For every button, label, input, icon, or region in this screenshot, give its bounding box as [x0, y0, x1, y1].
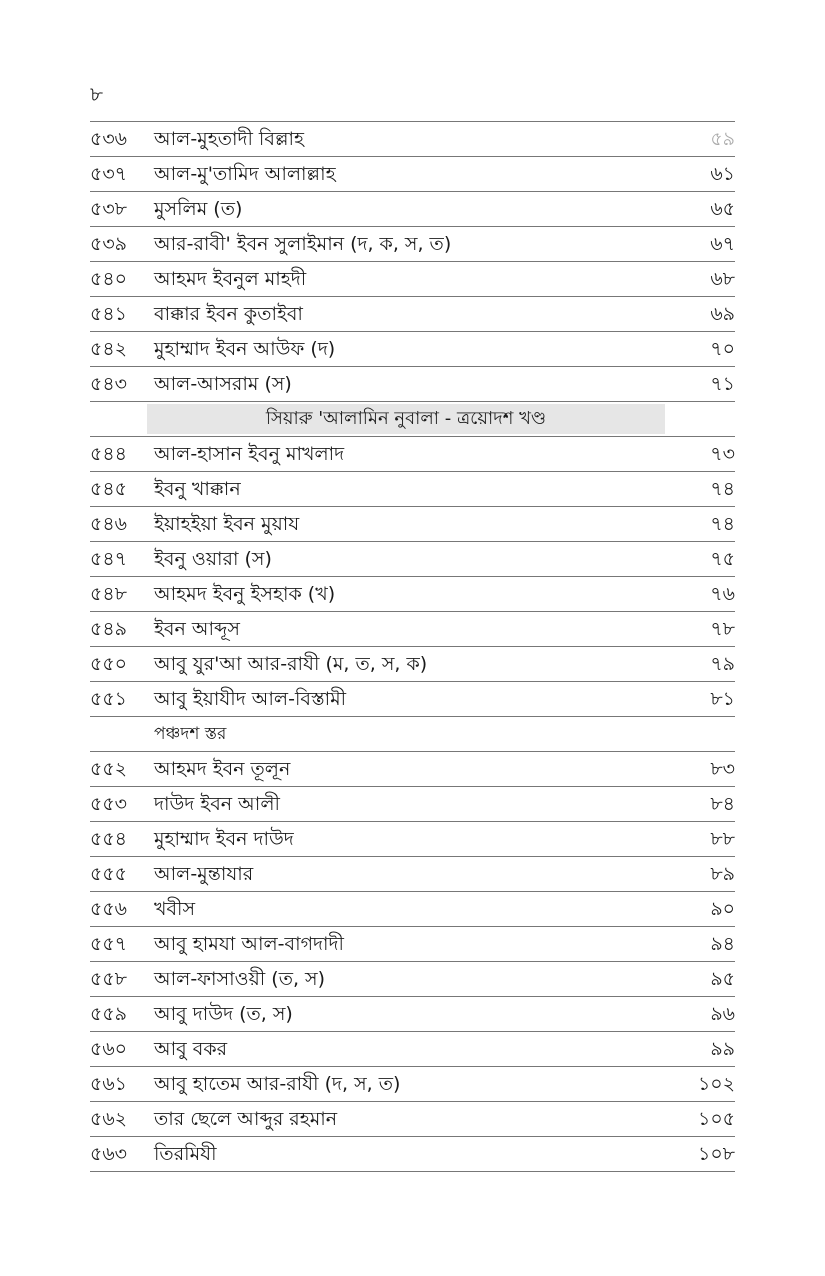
entry-title: ইবন আব্দূস — [154, 618, 240, 640]
entry-number: ৫৬০ — [90, 1038, 128, 1060]
toc-row — [90, 1032, 735, 1067]
toc-row — [90, 577, 735, 612]
entry-title: তার ছেলে আব্দুর রহমান — [154, 1108, 338, 1130]
section-heading: সিয়ারু 'আলামিন নুবালা - ত্রয়োদশ খণ্ড — [147, 404, 665, 434]
entry-page: ৬৯ — [710, 303, 735, 325]
subheading-row — [90, 717, 735, 752]
toc-row — [90, 297, 735, 332]
entry-page: ৭৮ — [710, 618, 735, 640]
toc-row — [90, 892, 735, 927]
toc-row — [90, 1102, 735, 1137]
entry-title: আর-রাবী' ইবন সুলাইমান (দ, ক, স, ত) — [154, 233, 452, 255]
entry-title: আহমদ ইবনু ইসহাক (খ) — [154, 583, 336, 605]
toc-row — [90, 507, 735, 542]
entry-number: ৫৩৭ — [90, 163, 128, 185]
toc-row — [90, 1137, 735, 1172]
entry-title: মুহাম্মাদ ইবন আউফ (দ) — [154, 338, 336, 360]
page-number: ৮ — [90, 82, 103, 106]
entry-page: ৯০ — [710, 898, 735, 920]
entry-page: ৯৫ — [710, 968, 735, 990]
entry-title: আল-হাসান ইবনু মাখলাদ — [154, 443, 345, 465]
entry-title: আল-মুহতাদী বিল্লাহ — [154, 128, 304, 150]
section-heading-row — [90, 402, 735, 437]
entry-title: ইয়াহইয়া ইবন মুয়ায — [154, 513, 300, 535]
toc-row — [90, 192, 735, 227]
entry-title: আহমদ ইবনুল মাহদী — [154, 268, 307, 290]
toc-row — [90, 612, 735, 647]
entry-page: ৬৮ — [710, 268, 735, 290]
subheading: পঞ্চদশ স্তর — [154, 724, 227, 744]
entry-number: ৫৪৫ — [90, 478, 127, 500]
entry-page: ৮১ — [710, 688, 735, 710]
toc-row — [90, 472, 735, 507]
toc-row — [90, 227, 735, 262]
entry-title: ইবনু খাক্কান — [154, 478, 241, 500]
entry-page: ৭৪ — [710, 478, 735, 500]
entry-number: ৫৪২ — [90, 338, 128, 360]
toc-row — [90, 157, 735, 192]
entry-number: ৫৫৬ — [90, 898, 128, 920]
entry-page: ৯৬ — [710, 1003, 735, 1025]
entry-page: ৮৮ — [710, 828, 735, 850]
toc-row — [90, 857, 735, 892]
entry-title: আল-আসরাম (স) — [154, 373, 292, 395]
entry-page: ৭৯ — [710, 653, 735, 675]
entry-page: ৮৩ — [710, 758, 735, 780]
entry-page: ১০৫ — [697, 1108, 735, 1130]
entry-number: ৫৫৮ — [90, 968, 127, 990]
toc-row — [90, 437, 735, 472]
entry-number: ৫৪৭ — [90, 548, 128, 570]
entry-number: ৫৫৫ — [90, 863, 127, 885]
entry-number: ৫৫৩ — [90, 793, 128, 815]
entry-title: আবু যুর'আ আর-রাযী (ম, ত, স, ক) — [154, 653, 428, 675]
toc-row — [90, 822, 735, 857]
entry-title: আল-মু'তামিদ আলাল্লাহ — [154, 163, 336, 185]
toc-row — [90, 542, 735, 577]
entry-number: ৫৫১ — [90, 688, 127, 710]
entry-number: ৫৬৩ — [90, 1143, 128, 1165]
table-of-contents — [90, 121, 735, 1172]
entry-page: ৯৯ — [710, 1038, 735, 1060]
entry-number: ৫৫০ — [90, 653, 128, 675]
entry-title: আবু বকর — [154, 1038, 228, 1060]
entry-page: ৭০ — [710, 338, 735, 360]
entry-number: ৫৪৪ — [90, 443, 127, 465]
entry-number: ৫৪১ — [90, 303, 127, 325]
entry-title: আল-মুন্তাযার — [154, 863, 254, 885]
entry-page: ৭৫ — [710, 548, 735, 570]
toc-row — [90, 682, 735, 717]
entry-title: আবু হামযা আল-বাগদাদী — [154, 933, 344, 955]
entry-number: ৫৪৬ — [90, 513, 128, 535]
entry-page: ৯৪ — [710, 933, 735, 955]
toc-row — [90, 1067, 735, 1102]
entry-number: ৫৪৩ — [90, 373, 128, 395]
entry-number: ৫৬১ — [90, 1073, 128, 1095]
toc-row — [90, 647, 735, 682]
entry-title: আবু দাউদ (ত, স) — [154, 1003, 293, 1025]
entry-number: ৫৫৭ — [90, 933, 128, 955]
toc-row — [90, 752, 735, 787]
entry-number: ৫৫৪ — [90, 828, 127, 850]
entry-number: ৫৪৯ — [90, 618, 127, 640]
entry-title: আল-ফাসাওয়ী (ত, স) — [154, 968, 325, 990]
toc-row — [90, 997, 735, 1032]
entry-page: ৮৪ — [710, 793, 735, 815]
toc-row — [90, 962, 735, 997]
toc-row — [90, 367, 735, 402]
toc-row — [90, 927, 735, 962]
entry-title: দাউদ ইবন আলী — [154, 793, 280, 815]
entry-page: ৭১ — [710, 373, 735, 395]
entry-page: ৭৬ — [710, 583, 735, 605]
entry-number: ৫৫৯ — [90, 1003, 127, 1025]
entry-page: ৬১ — [710, 163, 735, 185]
entry-number: ৫৬২ — [90, 1108, 128, 1130]
entry-page: ১০৮ — [697, 1143, 735, 1165]
toc-row — [90, 787, 735, 822]
entry-number: ৫৪০ — [90, 268, 128, 290]
entry-number: ৫৩৬ — [90, 128, 128, 150]
entry-page: ৬৫ — [710, 198, 735, 220]
entry-page: ৫৯ — [710, 128, 735, 150]
entry-title: আহমদ ইবন তূলূন — [154, 758, 291, 780]
entry-number: ৫৩৯ — [90, 233, 128, 255]
entry-page: ১০২ — [697, 1073, 735, 1095]
entry-title: ইবনু ওয়ারা (স) — [154, 548, 272, 570]
entry-title: মুসলিম (ত) — [154, 198, 243, 220]
entry-page: ৭৩ — [710, 443, 735, 465]
entry-title: খবীস — [154, 898, 196, 920]
toc-row — [90, 332, 735, 367]
entry-title: মুহাম্মাদ ইবন দাউদ — [154, 828, 294, 850]
entry-page: ৬৭ — [710, 233, 735, 255]
entry-page: ৮৯ — [710, 863, 735, 885]
toc-row — [90, 122, 735, 157]
entry-page: ৭৪ — [710, 513, 735, 535]
entry-number: ৫৫২ — [90, 758, 128, 780]
entry-title: তিরমিযী — [154, 1143, 217, 1165]
entry-number: ৫৩৮ — [90, 198, 128, 220]
entry-number: ৫৪৮ — [90, 583, 127, 605]
toc-row — [90, 262, 735, 297]
entry-title: আবু হাতেম আর-রাযী (দ, স, ত) — [154, 1073, 401, 1095]
entry-title: আবু ইয়াযীদ আল-বিস্তামী — [154, 688, 347, 710]
entry-title: বাক্কার ইবন কুতাইবা — [154, 303, 303, 325]
